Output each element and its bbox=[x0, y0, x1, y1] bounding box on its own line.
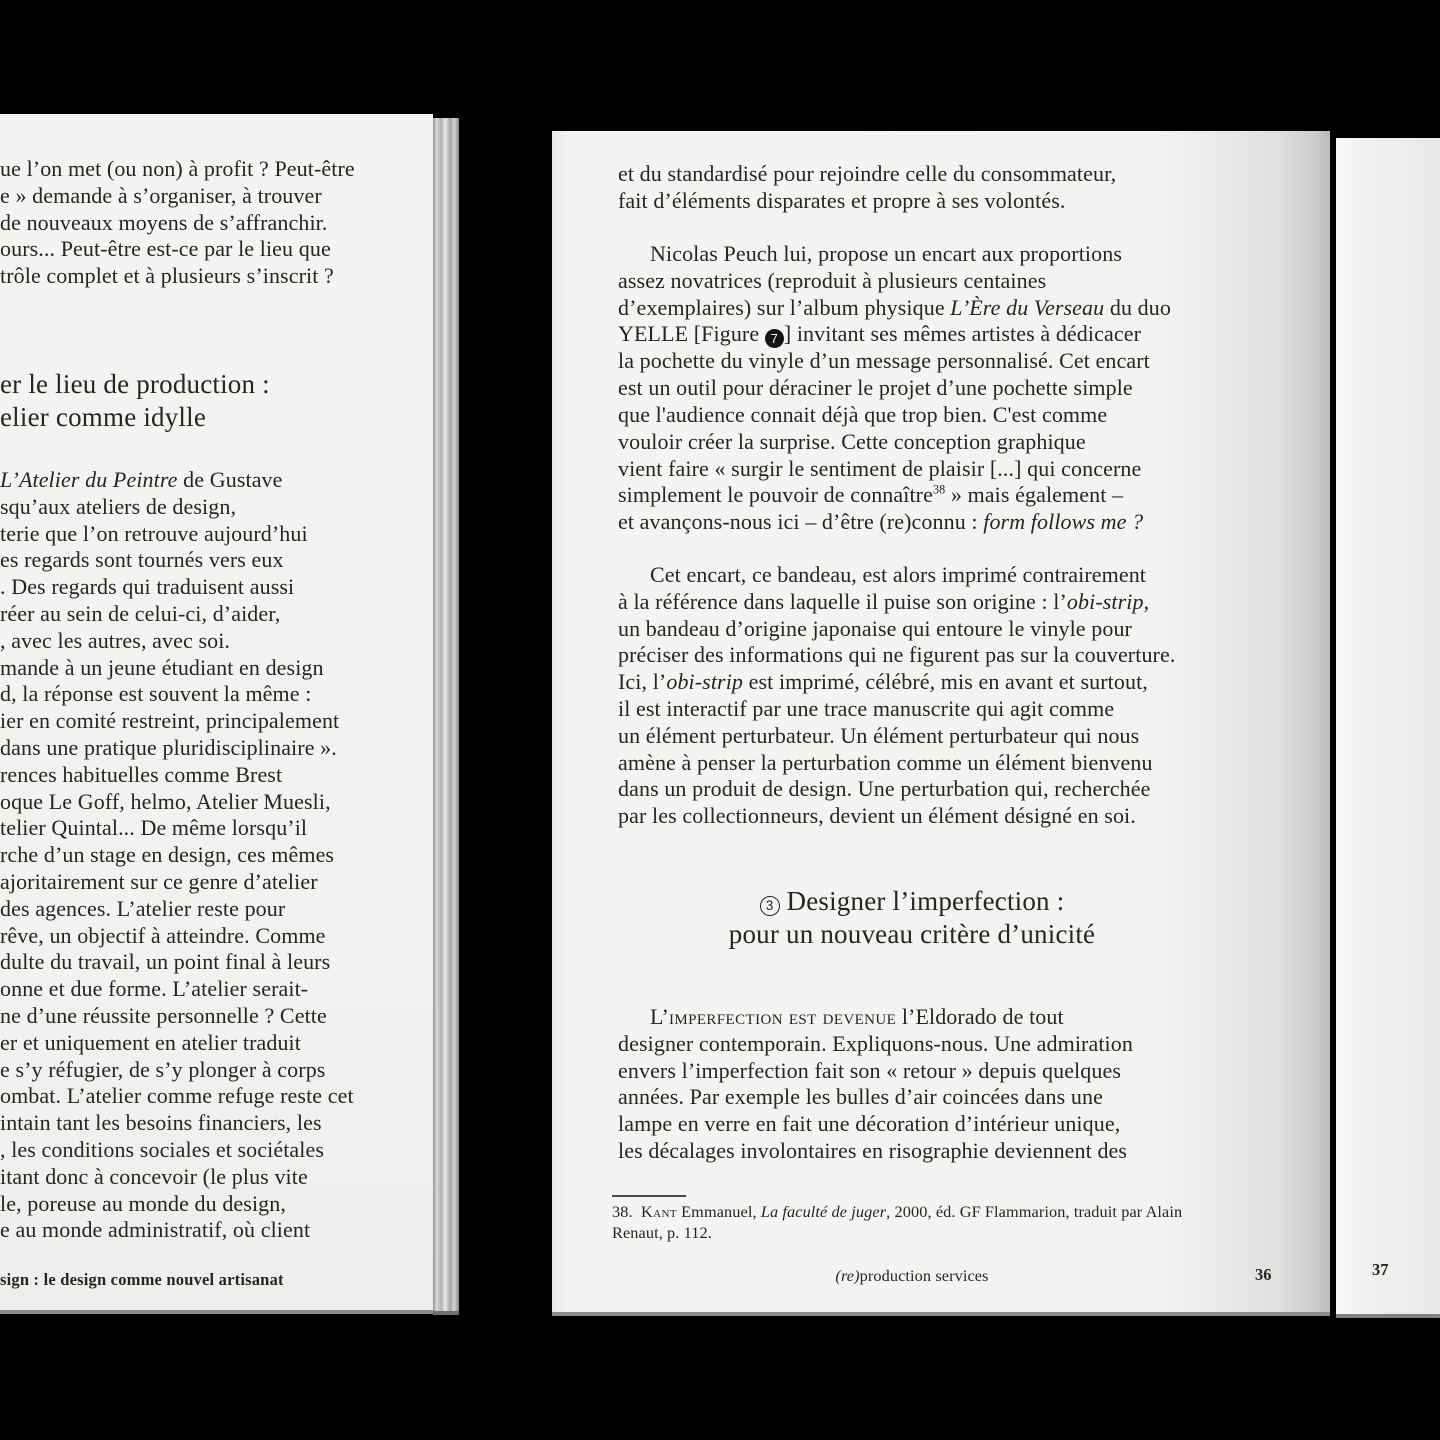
text-line: simplement le pouvoir de connaître$^{38}$ » mais également – bbox=[618, 482, 1124, 508]
text-line: et avançons-nous ici – d’être (re)connu : form follows me ? bbox=[618, 509, 1144, 535]
text-line: réer au sein de celui-ci, d’aider, bbox=[0, 600, 281, 626]
text-line: ne d’une réussite personnelle ? Cette bbox=[0, 1002, 327, 1028]
figure-7-marker: 7 bbox=[765, 329, 784, 348]
paragraph-4 bbox=[618, 1004, 1258, 1165]
text-line: onne et due forme. L’atelier serait- bbox=[0, 976, 309, 1002]
paragraph-1 bbox=[618, 161, 1258, 215]
text-line: par les collectionneurs, devient un élément désigné en soi. bbox=[618, 803, 1136, 829]
text-line: Renaut, p. 112. bbox=[612, 1222, 712, 1242]
text-line: préciser des informations qui ne figurent pas sur la couverture. bbox=[618, 642, 1176, 668]
text-line: Nicolas Peuch lui, propose un encart aux proportions bbox=[650, 241, 1122, 266]
text-line: es regards sont tournés vers eux bbox=[0, 547, 284, 573]
text-line: un élément perturbateur. Un élément perturbateur qui nous bbox=[618, 722, 1140, 748]
text-line: YELLE [Figure 7 ] invitant ses mêmes artistes à dédicacer bbox=[618, 321, 1141, 347]
footnote-38 bbox=[612, 1202, 1232, 1243]
text-line: un bandeau d’origine japonaise qui entoure le vinyle pour bbox=[618, 615, 1132, 641]
text-line: est un outil pour déraciner le projet d’une pochette simple bbox=[618, 375, 1133, 401]
text-line: , avec les autres, avec soi. bbox=[0, 627, 231, 653]
text-line: à la référence dans laquelle il puise son origine : l’obi-strip, bbox=[618, 588, 1150, 614]
text-line: ombat. L’atelier comme refuge reste cet bbox=[0, 1083, 354, 1109]
running-footer: (re)production services bbox=[835, 1266, 989, 1285]
left-page-fore-edge bbox=[433, 118, 459, 1315]
text-line: er et uniquement en atelier traduit bbox=[0, 1029, 301, 1055]
text-line: designer contemporain. Expliquons-nous. Une admiration bbox=[618, 1030, 1133, 1056]
text-line: ier en comité restreint, principalement bbox=[0, 708, 340, 734]
text-line: amène à penser la perturbation comme un élément bienvenu bbox=[618, 749, 1153, 775]
text-line: il est interactif par une trace manuscrite qui agit comme bbox=[618, 695, 1115, 721]
left-body-paragraph bbox=[0, 467, 354, 1244]
left-page-surface bbox=[0, 114, 433, 1314]
text-line: ajoritairement sur ce genre d’atelier bbox=[0, 868, 318, 894]
text-line: ours... Peut-être est-ce par le lieu que bbox=[0, 236, 331, 262]
text-line: e au monde administratif, où client bbox=[0, 1217, 311, 1243]
text-line: , les conditions sociales et sociétales bbox=[0, 1136, 325, 1162]
left-section-heading bbox=[0, 368, 270, 434]
text-line: les décalages involontaires en risographie deviennent des bbox=[618, 1137, 1128, 1163]
paragraph-2 bbox=[618, 241, 1258, 536]
text-line: oque Le Goff, helmo, Atelier Muesli, bbox=[0, 788, 331, 814]
text-line: assez novatrices (reproduit à plusieurs centaines bbox=[618, 267, 1047, 293]
page-number-36: 36 bbox=[1255, 1265, 1272, 1284]
text-line: vient faire « surgir le sentiment de plaisir [...] qui concerne bbox=[618, 455, 1142, 481]
text-line: dans un produit de design. Une perturbation qui, recherchée bbox=[618, 776, 1151, 802]
text-line: rêve, un objectif à atteindre. Comme bbox=[0, 922, 326, 948]
text-line: ue l’on met (ou non) à profit ? Peut-être bbox=[0, 156, 355, 181]
text-line: . Des regards qui traduisent aussi bbox=[0, 574, 295, 600]
text-line: vouloir créer la surprise. Cette conception graphique bbox=[618, 428, 1086, 454]
text-line: de nouveaux moyens de s’affranchir. bbox=[0, 209, 328, 235]
text-line: d’exemplaires) sur l’album physique L’Ère du Verseau du duo bbox=[618, 294, 1171, 320]
left-page bbox=[0, 114, 459, 1314]
text-line: et du standardisé pour rejoindre celle du consommateur, bbox=[618, 161, 1117, 186]
footnote-rule bbox=[612, 1195, 686, 1197]
text-line: e s’y réfugier, de s’y plonger à corps bbox=[0, 1056, 326, 1082]
text-line: d, la réponse est souvent la même : bbox=[0, 681, 312, 707]
text-line: rche d’un stage en design, ces mêmes bbox=[0, 842, 335, 868]
text-line: elier comme idylle bbox=[0, 402, 207, 432]
text-line: e » demande à s’organiser, à trouver bbox=[0, 182, 322, 208]
text-line: er le lieu de production : bbox=[0, 369, 270, 399]
text-line: 3 Designer l’imperfection : bbox=[618, 885, 1206, 918]
text-line: terie que l’on retrouve aujourd’hui bbox=[0, 520, 308, 546]
section-heading bbox=[618, 885, 1206, 951]
text-line: années. Par exemple les bulles d’air coincées dans une bbox=[618, 1084, 1103, 1110]
text-line: L’Atelier du Peintre de Gustave bbox=[0, 467, 283, 492]
text-line: le, poreuse au monde du design, bbox=[0, 1190, 286, 1216]
text-line: intain tant les besoins financiers, les bbox=[0, 1110, 322, 1136]
next-page-sliver bbox=[1336, 138, 1440, 1318]
text-line: L’imperfection est devenue l’Eldorado de tout bbox=[650, 1004, 1064, 1029]
left-intro-paragraph bbox=[0, 156, 355, 290]
text-line: telier Quintal... De même lorsqu’il bbox=[0, 815, 308, 841]
text-line: Cet encart, ce bandeau, est alors imprimé contrairement bbox=[650, 562, 1147, 587]
text-line: fait d’éléments disparates et propre à ses volontés. bbox=[618, 187, 1066, 213]
footnote-reference: 38 bbox=[932, 483, 946, 498]
right-page bbox=[552, 131, 1330, 1316]
text-line: que l'audience connait déjà que trop bien. C'est comme bbox=[618, 401, 1108, 427]
text-line: Ici, l’obi-strip est imprimé, célébré, mis en avant et surtout, bbox=[618, 669, 1148, 695]
text-line: squ’aux ateliers de design, bbox=[0, 493, 237, 519]
text-line: des agences. L’atelier reste pour bbox=[0, 895, 286, 921]
text-line: 38. Kant Emmanuel, La faculté de juger, 2000, éd. GF Flammarion, traduit par Alain bbox=[612, 1202, 1183, 1221]
text-line: pour un nouveau critère d’unicité bbox=[728, 919, 1096, 949]
text-line: mande à un jeune étudiant en design bbox=[0, 654, 324, 680]
left-running-footer: sign : le design comme nouvel artisanat bbox=[0, 1270, 284, 1289]
text-line: itant donc à concevoir (le plus vite bbox=[0, 1163, 308, 1189]
circled-3-marker: 3 bbox=[760, 896, 780, 916]
text-line: lampe en verre en fait une décoration d’intérieur unique, bbox=[618, 1111, 1121, 1137]
text-line: dans une pratique pluridisciplinaire ». bbox=[0, 734, 337, 760]
text-line: rences habituelles comme Brest bbox=[0, 761, 283, 787]
text-line: trôle complet et à plusieurs s’inscrit ? bbox=[0, 263, 334, 289]
text-line: la pochette du vinyle d’un message personnalisé. Cet encart bbox=[618, 348, 1150, 374]
page-number-37: 37 bbox=[1372, 1260, 1389, 1279]
paragraph-3 bbox=[618, 562, 1258, 830]
text-line: dulte du travail, un point final à leurs bbox=[0, 949, 331, 975]
text-line: envers l’imperfection fait son « retour » depuis quelques bbox=[618, 1057, 1121, 1083]
